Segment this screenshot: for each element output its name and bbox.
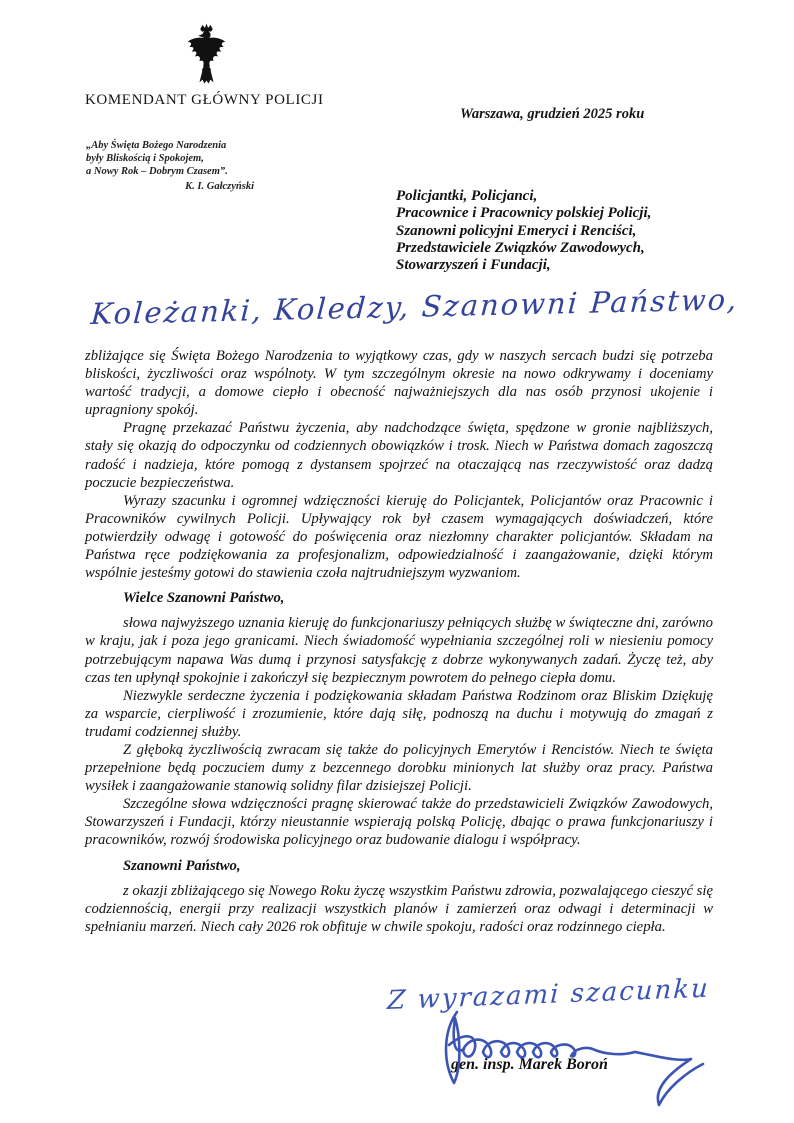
addressee-line: Szanowni policyjni Emeryci i Renciści,: [396, 222, 637, 239]
polish-eagle-emblem-icon: [183, 22, 230, 88]
addressee-block: [396, 188, 651, 274]
letter-body: [85, 347, 713, 936]
section-heading: Szanowni Państwo,: [123, 857, 241, 874]
body-paragraph: z okazji zbliżającego się Nowego Roku życzę wszystkim Państwu zdrowia, pozwalającego cieszyć się codziennością, energii przy realizacji wszystkich planów i zamierzeń oraz odwagi i determinacji w spełnianiu marzeń. Niech cały 2026 rok obfituje w chwile spokoju, radości oraz rodzinnego ciepła.: [85, 882, 713, 935]
body-paragraph: Niezwykle serdeczne życzenia i podziękowania składam Państwa Rodzinom oraz Bliskim Dziękuję za wsparcie, cierpliwość i zrozumienie, które dają siłę, podnoszą na duchu i motywują do zmagań z trudami codziennej służby.: [85, 687, 713, 740]
addressee-line: Pracownice i Pracownicy polskiej Policji,: [396, 205, 652, 222]
addressee-line: Policjantki, Policjanci,: [396, 188, 538, 204]
section-heading: Wielce Szanowni Państwo,: [123, 590, 285, 607]
signature-scrawl-icon: [424, 1004, 720, 1120]
body-paragraph: Pragnę przekazać Państwu życzenia, aby nadchodzące święta, spędzone w gronie najbliższych, stały się okazją do odpoczynku od codziennych obowiązków i trosk. Niech w Państwa domach zagoszczą radość i nadzieja, które pomogą z dystansem spojrzeć na otaczającą nas rzeczywistość oraz dadzą poczucie bezpieczeństwa.: [85, 420, 713, 491]
signer-name: gen. insp. Marek Boroń: [451, 1056, 608, 1073]
motto-line: „Aby Święta Bożego Narodzenia: [86, 140, 227, 151]
sender-title: KOMENDANT GŁÓWNY POLICJI: [85, 92, 324, 108]
body-paragraph: słowa najwyższego uznania kieruję do funkcjonariuszy pełniących służbę w świąteczne dni, zarówno w kraju, jak i poza jego granicami. Niech świadomość wypełniania szczególnej roli w niesieniu pomocy potrzebującym napawa Was dumą i przynosi satysfakcję z dobrze wykonywanych zadań. Życzę też, aby czas ten upłynął spokojnie i zakończył się bezpiecznym powrotem do pełnego ciepła domu.: [85, 615, 713, 686]
handwritten-closing: Z wyrazami szacunku: [386, 973, 711, 1017]
addressee-line: Przedstawiciele Związków Zawodowych,: [396, 239, 645, 256]
body-paragraph: Wyrazy szacunku i ogromnej wdzięczności kieruję do Policjantek, Policjantów oraz Pracownic i Pracowników cywilnych Policji. Upływający rok był czasem wymagających doświadczeń, które potwierdziły odwagę i gotowość do poświęcenia oraz niezłomny charakter policjantów. Składam na Państwa ręce podziękowania za profesjonalizm, odpowiedzialność i zaangażowanie, dzięki którym wspólnie jesteśmy gotowi do stawienia czoła najtrudniejszym wyzwaniom.: [85, 492, 713, 582]
motto-author: K. I. Gałczyński: [185, 181, 254, 192]
body-paragraph: zbliżające się Święta Bożego Narodzenia to wyjątkowy czas, gdy w naszych sercach budzi się potrzeba bliskości, życzliwości oraz wspólnoty. W tym szczególnym okresie na nowo odkrywamy i doceniamy wartość tradycji, a domowe ciepło i obecność najważniejszych dla nas osób przynosi ukojenie i upragniony spokój.: [85, 348, 713, 419]
motto-quote: [86, 139, 254, 193]
addressee-line: Stowarzyszeń i Fundacji,: [396, 257, 551, 274]
body-paragraph: Z głęboką życzliwością zwracam się także do policyjnych Emerytów i Rencistów. Niech te święta przepełnione będą poczuciem dumy z bezcennego dorobku minionych lat służby oraz pracy. Państwa wysiłek i zaangażowanie stanowią solidny filar dzisiejszej Policji.: [85, 741, 713, 795]
place-date-line: Warszawa, grudzień 2025 roku: [460, 106, 645, 122]
motto-line: były Bliskością i Spokojem,: [86, 153, 204, 164]
handwritten-greeting: Koleżanki, Koledzy, Szanowni Państwo,: [89, 282, 740, 332]
motto-line: a Nowy Rok – Dobrym Czasem”.: [86, 166, 228, 177]
body-paragraph: Szczególne słowa wdzięczności pragnę skierować także do przedstawicieli Związków Zawodowych, Stowarzyszeń i Fundacji, którzy nieustannie wspierają polską Policję, dbając o prawa funkcjonariuszy i pracowników, rozwój środowiska policyjnego oraz budowanie dialogu i współpracy.: [85, 796, 713, 849]
